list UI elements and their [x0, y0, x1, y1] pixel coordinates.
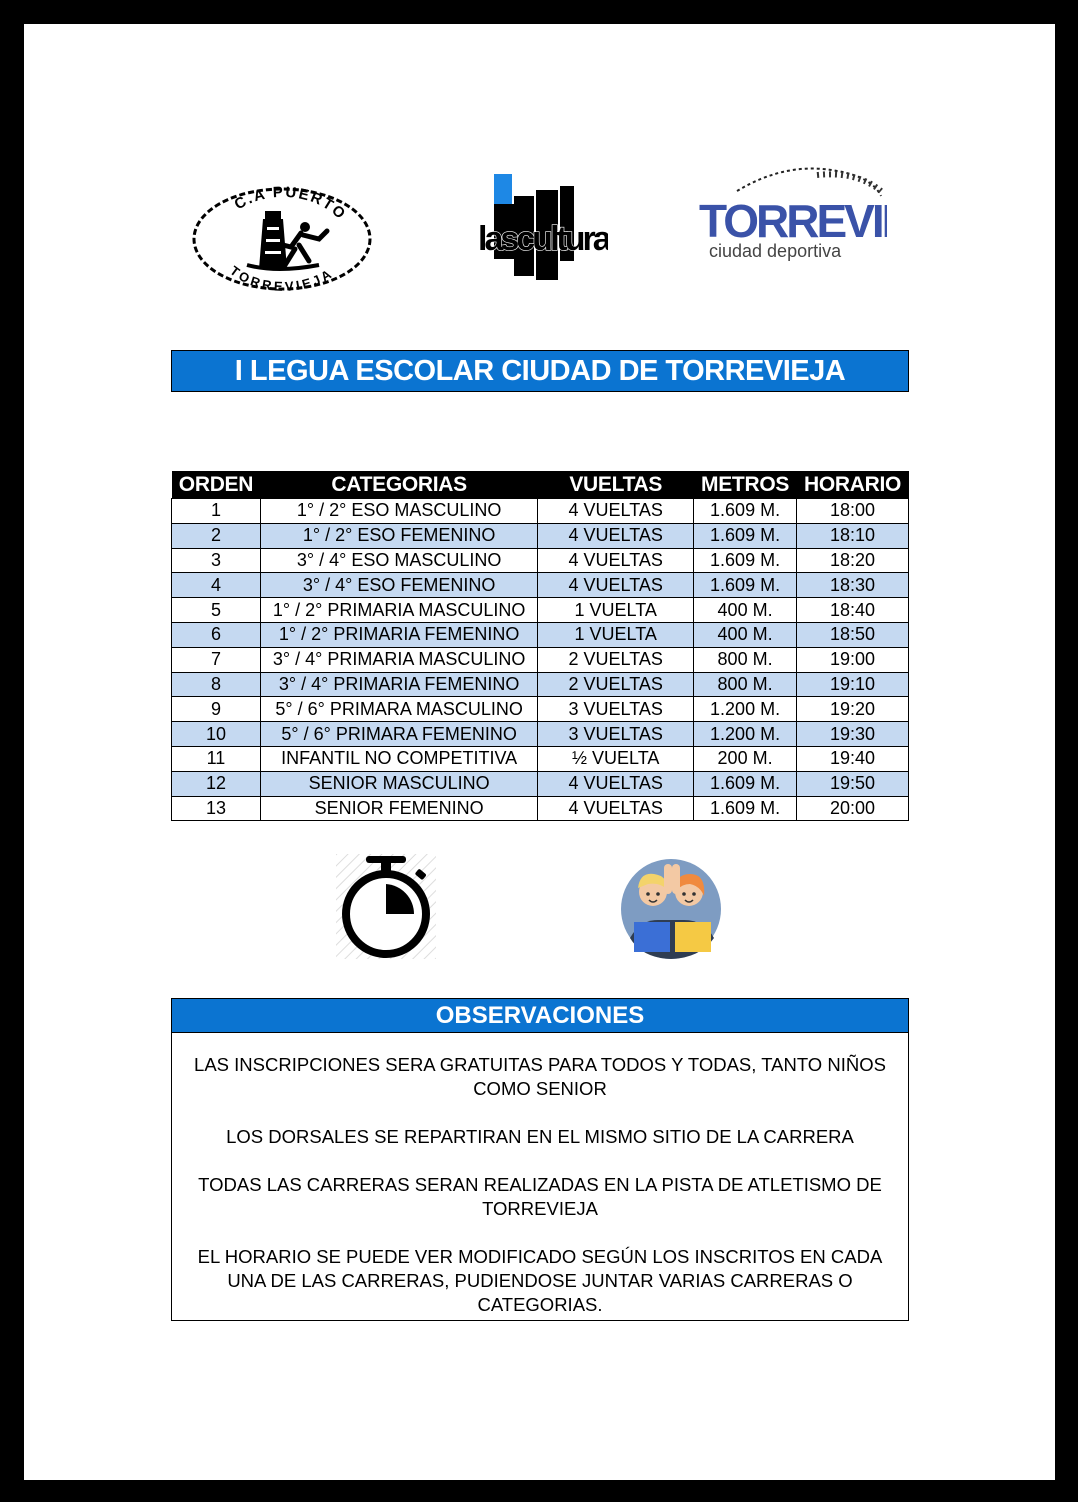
- cell-vueltas: 2 VUELTAS: [538, 672, 694, 697]
- column-header-vueltas: VUELTAS: [538, 471, 694, 499]
- cell-categoria: 3° / 4° PRIMARIA MASCULINO: [260, 647, 537, 672]
- cell-vueltas: 4 VUELTAS: [538, 573, 694, 598]
- puerto-logo-bottom-text: TORREVIEJA: [227, 262, 337, 294]
- cell-horario: 18:00: [797, 499, 909, 524]
- cell-categoria: INFANTIL NO COMPETITIVA: [260, 746, 537, 771]
- table-row: [172, 647, 909, 672]
- observations-header: OBSERVACIONES: [172, 999, 908, 1033]
- cell-orden: 13: [172, 796, 261, 821]
- svg-text:C.A PUERTO: [232, 184, 350, 224]
- table-row: [172, 598, 909, 623]
- cell-orden: 9: [172, 697, 261, 722]
- cell-orden: 5: [172, 598, 261, 623]
- table-row: [172, 499, 909, 524]
- cell-metros: 1.609 M.: [694, 499, 797, 524]
- cell-orden: 3: [172, 548, 261, 573]
- cell-orden: 12: [172, 771, 261, 796]
- cell-horario: 19:40: [797, 746, 909, 771]
- observation-item: LAS INSCRIPCIONES SERA GRATUITAS PARA TODOS Y TODAS, TANTO NIÑOS COMO SENIOR: [194, 1054, 886, 1099]
- torrevieja-logo-text: TORREVI: [699, 195, 882, 247]
- cell-horario: 19:10: [797, 672, 909, 697]
- cell-metros: 1.200 M.: [694, 722, 797, 747]
- cell-horario: 18:40: [797, 598, 909, 623]
- cell-vueltas: 3 VUELTAS: [538, 697, 694, 722]
- cell-categoria: 5° / 6° PRIMARA MASCULINO: [260, 697, 537, 722]
- column-header-orden: ORDEN: [172, 471, 261, 499]
- cell-vueltas: 4 VUELTAS: [538, 796, 694, 821]
- cell-vueltas: 3 VUELTAS: [538, 722, 694, 747]
- cell-horario: 19:30: [797, 722, 909, 747]
- cell-categoria: 1° / 2° PRIMARIA MASCULINO: [260, 598, 537, 623]
- cell-metros: 800 M.: [694, 672, 797, 697]
- table-row: [172, 722, 909, 747]
- cell-orden: 2: [172, 523, 261, 548]
- cell-metros: 1.609 M.: [694, 523, 797, 548]
- cell-horario: 19:50: [797, 771, 909, 796]
- table-row: [172, 771, 909, 796]
- cell-horario: 18:30: [797, 573, 909, 598]
- cell-metros: 1.609 M.: [694, 573, 797, 598]
- cell-orden: 6: [172, 622, 261, 647]
- cell-vueltas: 4 VUELTAS: [538, 771, 694, 796]
- torrevieja-logo-subtitle: ciudad deportiva: [709, 241, 842, 261]
- cell-metros: 800 M.: [694, 647, 797, 672]
- lasculturas-logo-text: lascultura: [478, 220, 608, 258]
- page-title: I LEGUA ESCOLAR CIUDAD DE TORREVIEJA: [171, 350, 909, 392]
- cell-orden: 4: [172, 573, 261, 598]
- cell-vueltas: 1 VUELTA: [538, 598, 694, 623]
- column-header-horario: HORARIO: [797, 471, 909, 499]
- observations-list: [172, 1033, 908, 1317]
- table-row: [172, 746, 909, 771]
- table-row: [172, 672, 909, 697]
- cell-horario: 18:20: [797, 548, 909, 573]
- cell-orden: 8: [172, 672, 261, 697]
- puerto-logo-top-text: C.A PUERTO: [231, 183, 350, 224]
- cell-categoria: 1° / 2° PRIMARIA FEMENINO: [260, 622, 537, 647]
- table-row: [172, 573, 909, 598]
- cell-vueltas: 2 VUELTAS: [538, 647, 694, 672]
- cell-horario: 20:00: [797, 796, 909, 821]
- cell-categoria: 5° / 6° PRIMARA FEMENINO: [260, 722, 537, 747]
- cell-categoria: 1° / 2° ESO FEMENINO: [260, 523, 537, 548]
- cell-vueltas: 4 VUELTAS: [538, 548, 694, 573]
- cell-metros: 400 M.: [694, 622, 797, 647]
- column-header-metros: METROS: [694, 471, 797, 499]
- cell-vueltas: 4 VUELTAS: [538, 499, 694, 524]
- observation-item: LOS DORSALES SE REPARTIRAN EN EL MISMO SITIO DE LA CARRERA: [226, 1126, 854, 1147]
- cell-metros: 400 M.: [694, 598, 797, 623]
- cell-metros: 1.609 M.: [694, 771, 797, 796]
- puerto-logo: [187, 169, 377, 294]
- table-row: [172, 622, 909, 647]
- schedule-table: [171, 471, 909, 821]
- observation-item: EL HORARIO SE PUEDE VER MODIFICADO SEGÚN LOS INSCRITOS EN CADA UNA DE LAS CARRERAS, PUDIENDOSE JUNTAR VARIAS CARRERAS O CATEGORIAS.: [197, 1246, 883, 1315]
- cell-categoria: 1° / 2° ESO MASCULINO: [260, 499, 537, 524]
- cell-vueltas: 1 VUELTA: [538, 622, 694, 647]
- cell-metros: 1.609 M.: [694, 796, 797, 821]
- table-row: [172, 548, 909, 573]
- document-page: [24, 24, 1055, 1480]
- cell-categoria: SENIOR MASCULINO: [260, 771, 537, 796]
- cell-orden: 7: [172, 647, 261, 672]
- cell-horario: 19:00: [797, 647, 909, 672]
- cell-categoria: 3° / 4° ESO FEMENINO: [260, 573, 537, 598]
- observation-item: TODAS LAS CARRERAS SERAN REALIZADAS EN LA PISTA DE ATLETISMO DE TORREVIEJA: [198, 1174, 882, 1219]
- cell-metros: 200 M.: [694, 746, 797, 771]
- cell-metros: 1.609 M.: [694, 548, 797, 573]
- cell-orden: 11: [172, 746, 261, 771]
- cell-categoria: SENIOR FEMENINO: [260, 796, 537, 821]
- cell-horario: 18:50: [797, 622, 909, 647]
- column-header-categorias: CATEGORIAS: [260, 471, 537, 499]
- cell-metros: 1.200 M.: [694, 697, 797, 722]
- table-row: [172, 796, 909, 821]
- cell-orden: 10: [172, 722, 261, 747]
- cell-vueltas: ½ VUELTA: [538, 746, 694, 771]
- cell-categoria: 3° / 4° PRIMARIA FEMENINO: [260, 672, 537, 697]
- observations-box: [171, 998, 909, 1321]
- cell-categoria: 3° / 4° ESO MASCULINO: [260, 548, 537, 573]
- cell-orden: 1: [172, 499, 261, 524]
- lasculturas-logo: [478, 174, 608, 284]
- table-header-row: [172, 471, 909, 499]
- table-row: [172, 697, 909, 722]
- kids-icon: [620, 858, 722, 960]
- table-row: [172, 523, 909, 548]
- torrevieja-logo: [697, 161, 887, 261]
- stopwatch-icon: [336, 854, 436, 959]
- cell-horario: 18:10: [797, 523, 909, 548]
- cell-vueltas: 4 VUELTAS: [538, 523, 694, 548]
- cell-horario: 19:20: [797, 697, 909, 722]
